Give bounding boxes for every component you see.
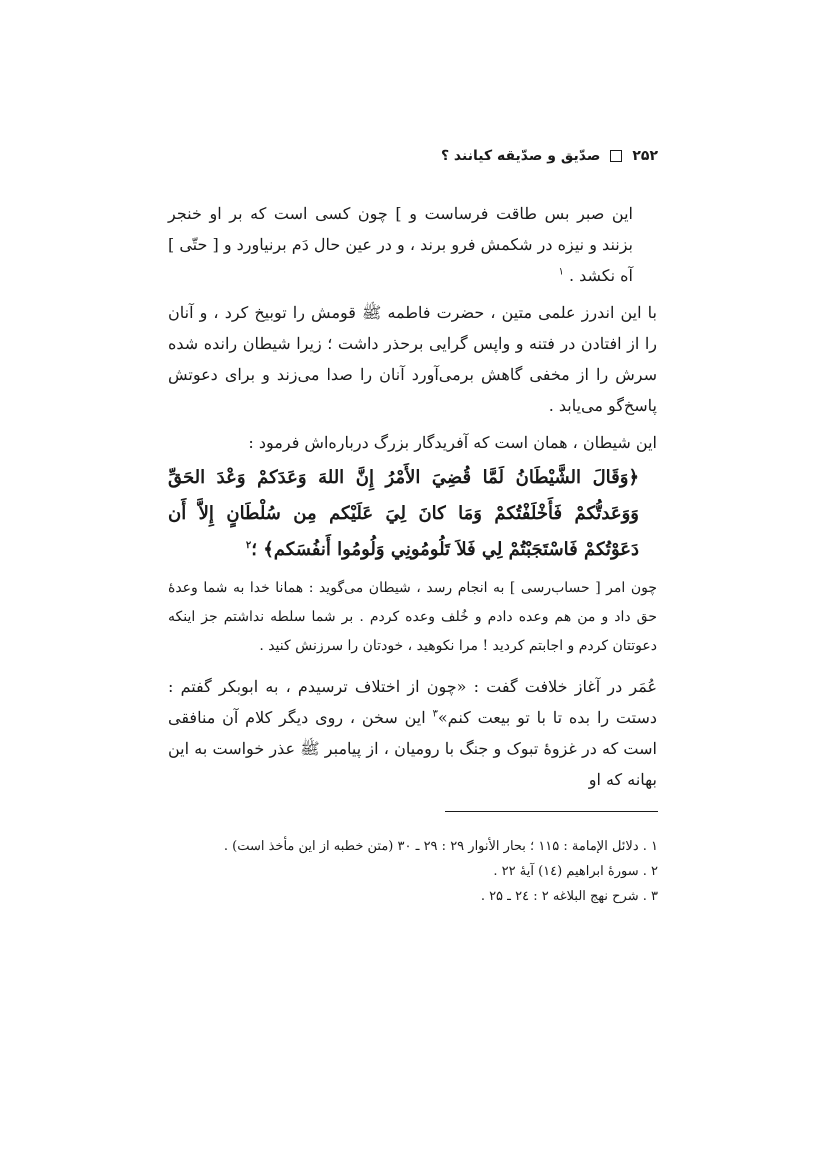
header-square-icon [610, 150, 622, 162]
footnote-ref-1: ۱ [558, 266, 564, 278]
running-head [441, 148, 658, 164]
chapter-title: صدّیق و صدّیقه کیانند ؟ [440, 148, 601, 164]
paragraph-1 [168, 198, 657, 291]
footnote-ref-2: ۲ [245, 540, 252, 551]
paragraph-3: این شیطان ، همان است که آفریدگار بزرگ درباره‌اش فرمود : [248, 433, 657, 452]
footnote-ref-3: ۳ [432, 708, 438, 720]
paragraph-4 [168, 671, 657, 795]
main-text [168, 198, 657, 795]
footnote-2: ۲ . سورهٔ ابراهیم (۱٤) آیهٔ ۲۲ . [493, 864, 658, 879]
quran-verse [168, 460, 657, 568]
footnotes [169, 834, 658, 909]
footnote-3: ۳ . شرح نهج البلاغه ۲ : ۲٤ ـ ۲۵ . [480, 889, 658, 904]
verse-translation: چون امر [ حساب‌رسی ] به انجام رسد ، شیطان می‌گوید : همانا خدا به شما وعدهٔ حق داد و من هم وعده دادم و خُلف وعده کردم . بر شما سلطه نداشتم جز اینکه دعوتتان کردم و اجابتم کردید ! مرا نکوهید ، خودتان را سرزنش کنید . [168, 580, 657, 654]
page-number: ۲۵۲ [632, 148, 658, 164]
footnote-1: ۱ . دلائل الإمامة : ۱۱۵ ؛ بحار الأنوار ۲۹ : ۲۹ ـ ۳۰ (متن خطبه از این مأخذ است) . [223, 839, 658, 854]
paragraph-4-text: عُمَر در آغاز خلافت گفت : «چون از اختلاف ترسیدم ، به ابوبکر گفتم : دستت را بده تا با تو بیعت کنم» [168, 677, 658, 727]
paragraph-4-rest: این سخن ، روی دیگر کلام آن منافقی است که در غزوهٔ تبوک و جنگ با رومیان ، از پیامبر ﷺ عذر خواست به این بهانه که او [168, 708, 657, 789]
footnote-divider [445, 811, 658, 812]
paragraph-1-text: این صبر بس طاقت فرساست و ] چون کسی است که بر او خنجر بزنند و نیزه در شکمش فرو برند ، و در عین حال دَم برنیاورد و [ حتّی ] آه نکشد . [168, 204, 633, 285]
quran-verse-text: ﴿وَقَالَ الشَّيْطَانُ لَمَّا قُضِيَ الأَمْرُ إِنَّ اللهَ وَعَدَكمْ وَعْدَ الحَقِّ وَوَعَدتُّكمْ فَأَخْلَفْتُكمْ وَمَا كانَ لِيَ عَلَيْكم مِن سُلْطَانٍ إِلاَّ أَن دَعَوْتُكمْ فَاسْتَجَبْتُمْ لِي فَلاَ تَلُومُونِي وَلُومُوا أَنفُسَكم﴾ ؛ [168, 467, 639, 560]
paragraph-2: با این اندرز علمی متین ، حضرت فاطمه ﷺ قومش را توبیخ کرد ، و آنان را از افتادن در فتنه و واپس گرایی برحذر داشت ؛ زیرا شیطان رانده شده سرش را از مخفی گاهش برمی‌آورد آنان را صدا می‌زند و برای دعوتش پاسخ‌گو می‌یابد . [168, 303, 657, 415]
